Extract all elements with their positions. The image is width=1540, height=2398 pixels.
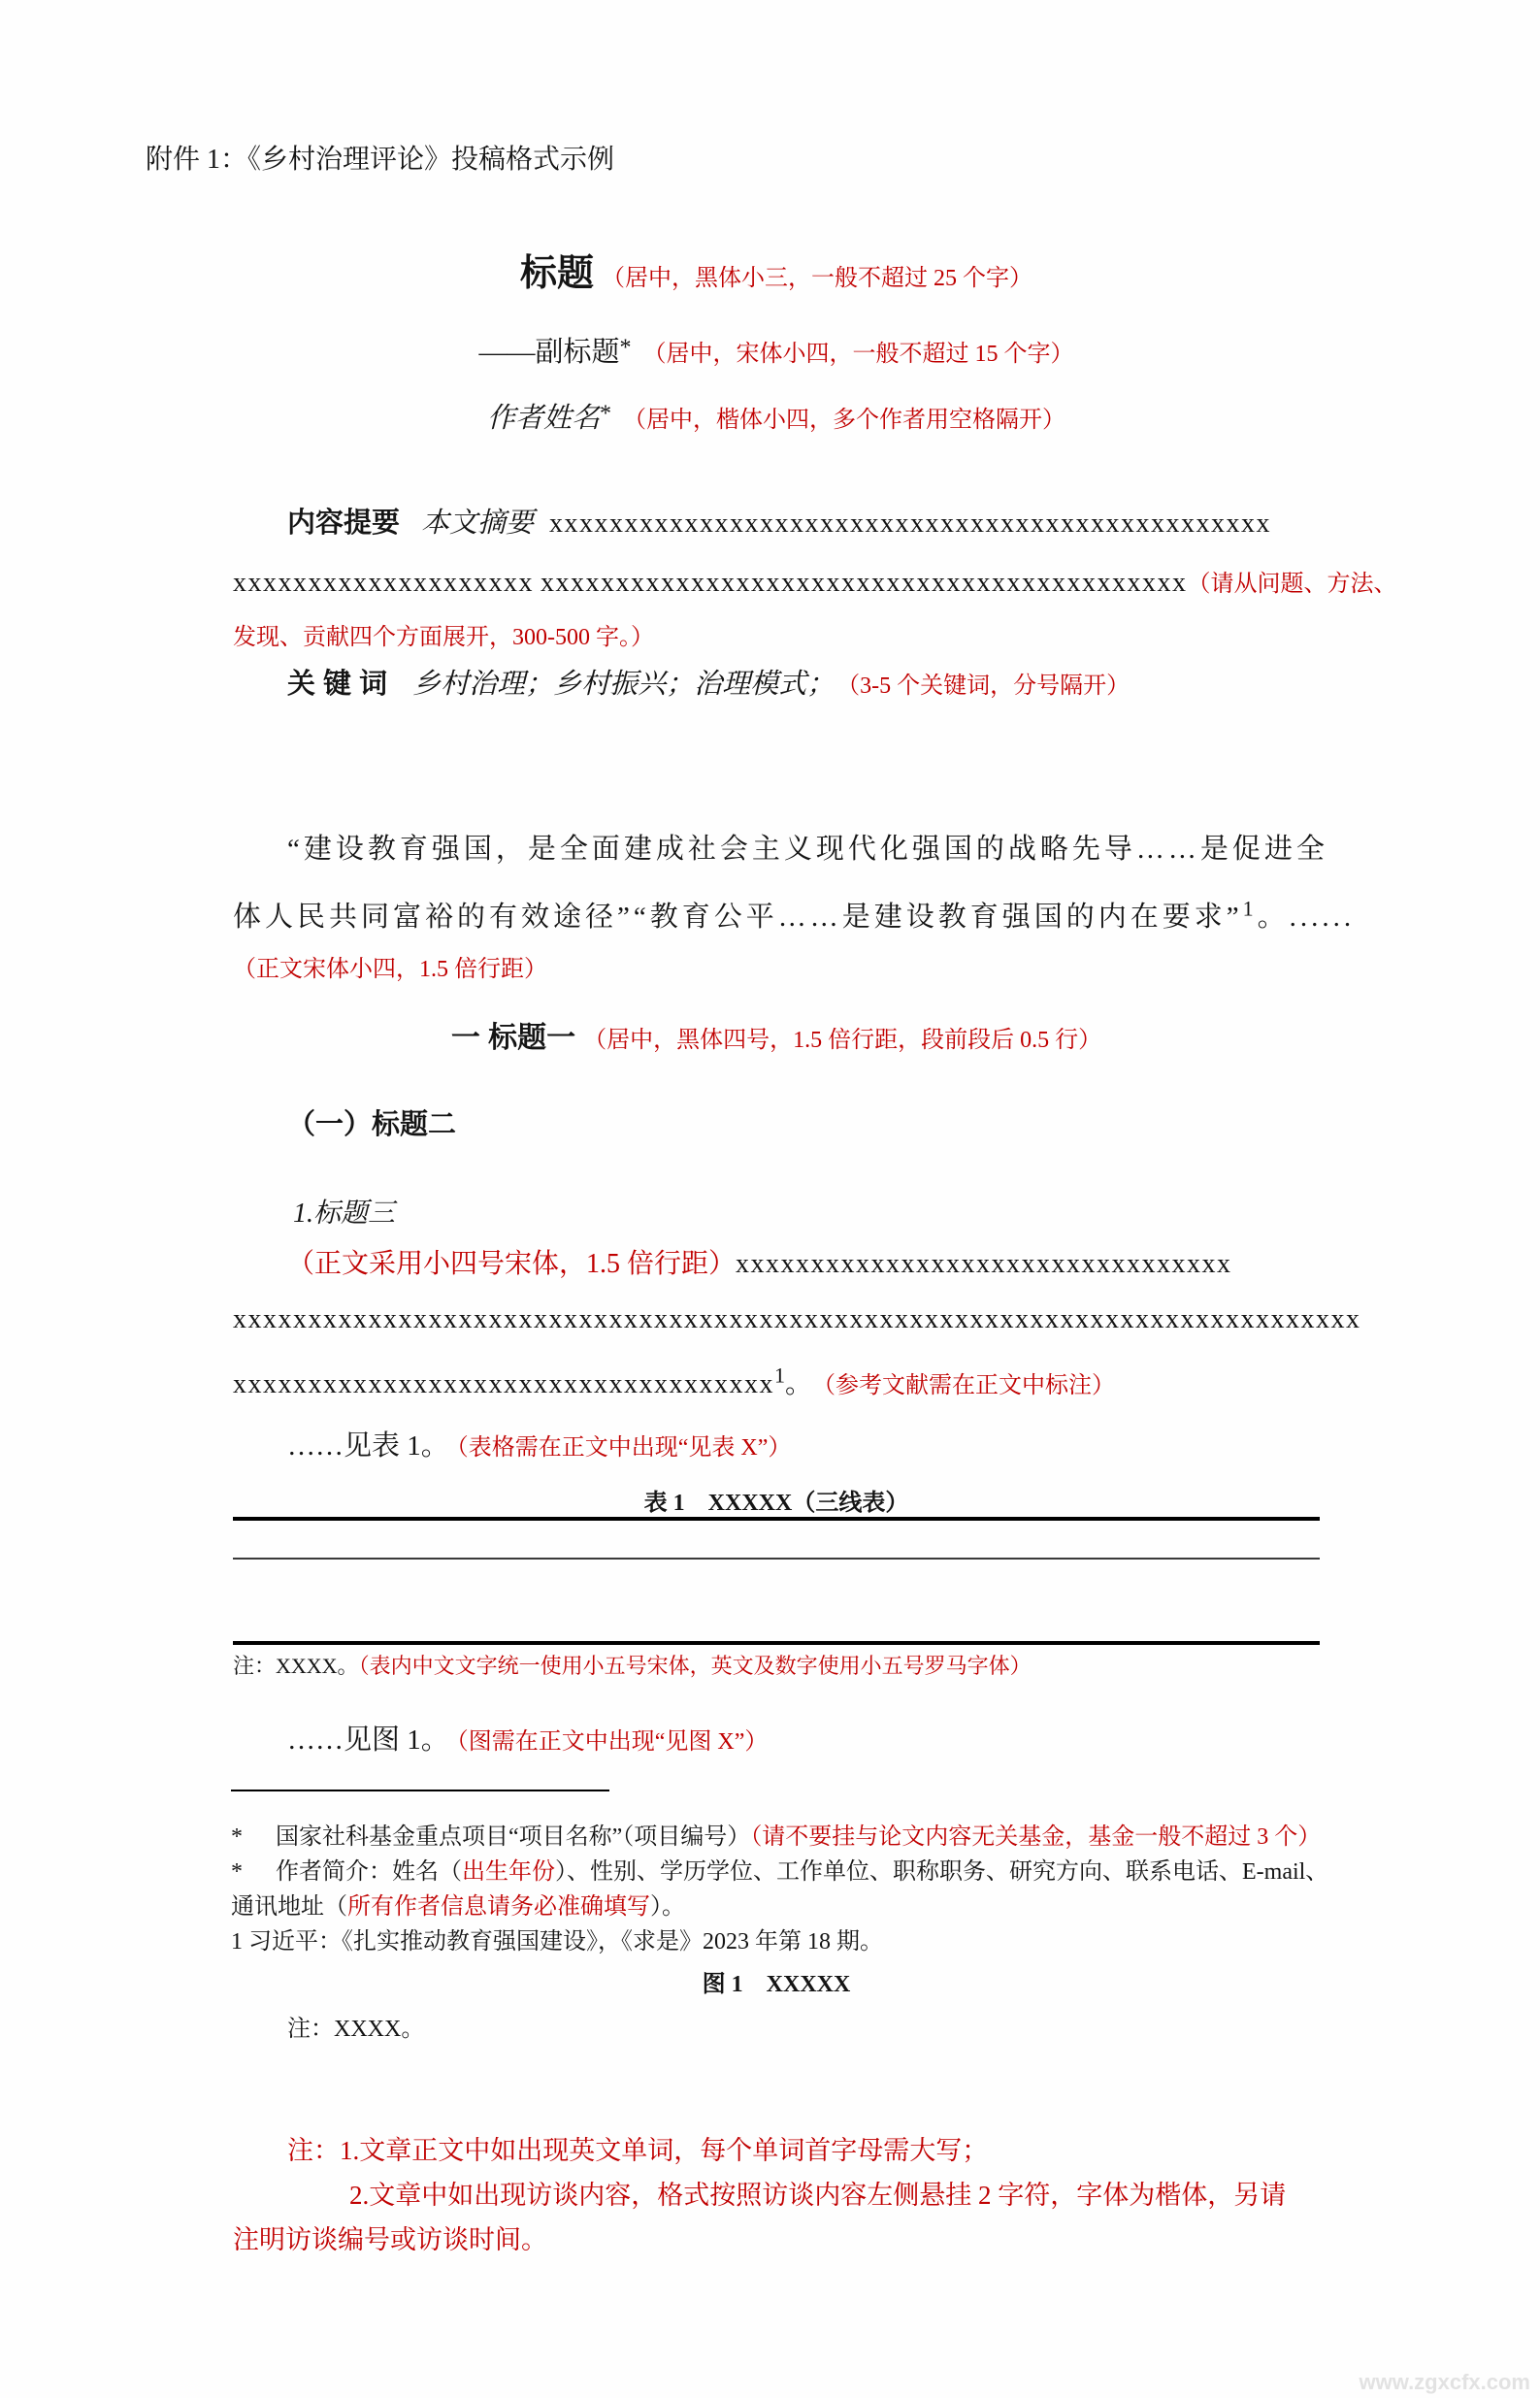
see-figure-text: ……见图 1。	[287, 1725, 449, 1756]
footnote-2-text-a: 作者简介：姓名（	[276, 1859, 462, 1885]
abstract-line-2	[233, 564, 1397, 599]
see-table-note: （表格需在正文中出现“见表 X”）	[456, 1435, 792, 1461]
footnote-2-text-d: ）。	[650, 1894, 685, 1920]
author-name: 作者姓名	[486, 403, 600, 434]
table-header-row	[233, 1521, 1320, 1560]
footnote-2-text-b: ）、性别、学历学位、工作单位、职称职务、研究方向、联系电话、E-mail、	[555, 1859, 1329, 1885]
author-asterisk: *	[600, 401, 611, 427]
keywords-line	[233, 662, 1130, 702]
attachment-header: 附件 1：《乡村治理评论》投稿格式示例	[146, 145, 615, 175]
reference-note: （参考文献需在正文中标注）	[824, 1373, 1116, 1398]
keywords-note: （3-5 个关键词，分号隔开）	[848, 673, 1130, 699]
subtitle-format-note: （居中，宋体小四，一般不超过 15 个字）	[642, 342, 1074, 367]
abstract-placeholder-run-1: xxxxxxxxxxxxxxxxxxxxxxxxxxxxxxxxxxxxxxxxxxxxxxxx	[549, 509, 1272, 539]
site-watermark: www.zgxcfx.com	[1359, 2370, 1530, 2394]
body-format-note: （正文宋体小四，1.5 倍行距）	[233, 957, 547, 982]
quote-line-2-tail: 。......	[1257, 902, 1356, 933]
footnote-1-marker: *	[231, 1824, 243, 1850]
bottom-note-line-2: 2.文章中如出现访谈内容，格式按照访谈内容左侧悬挂 2 字符，字体为楷体，另请	[349, 2181, 1287, 2210]
subtitle-asterisk: *	[619, 335, 632, 361]
article-title: 标题	[519, 253, 594, 294]
see-figure-line	[233, 1718, 768, 1757]
footnote-1	[231, 1817, 1321, 1851]
heading-1: 一 标题一	[450, 1022, 576, 1054]
heading-3: 1.标题三	[293, 1199, 396, 1229]
heading-2: （一）标题二	[287, 1109, 457, 1140]
quote-line-2	[233, 895, 1355, 935]
body-line-3	[233, 1363, 1115, 1401]
see-table-line	[233, 1424, 791, 1463]
keywords-terms: 乡村治理；乡村振兴；治理模式；	[412, 669, 836, 700]
footnote-separator	[231, 1790, 609, 1791]
abstract-placeholder-run-2b: xxxxxxxxxxxxxxxxxxxxxxxxxxxxxxxxxxxxxxxxxxx	[541, 568, 1188, 598]
body-placeholder-run-2: xxxxxxxxxxxxxxxxxxxxxxxxxxxxxxxxxxxxxxxxxxxxxxxxxxxxxxxxxxxxxxxxxxxxxxxxxxx	[233, 1304, 1361, 1334]
see-table-text: ……见表 1。	[287, 1430, 449, 1462]
body-line-3-tail: 。	[785, 1369, 813, 1399]
author-format-note: （居中，楷体小四，多个作者用空格隔开）	[623, 408, 1065, 433]
table-body-row	[233, 1560, 1320, 1641]
figure-note: 注：XXXX。	[287, 2017, 425, 2042]
abstract-lead: 本文摘要	[421, 508, 535, 539]
quote-line-1: “建设教育强国，是全面建成社会主义现代化强国的战略先导……是促进全	[287, 834, 1328, 865]
body-placeholder-run-1: xxxxxxxxxxxxxxxxxxxxxxxxxxxxxxxxx	[736, 1249, 1232, 1279]
figure-caption: 图 1 XXXXX	[702, 1972, 851, 1997]
keywords-label: 关 键 词	[287, 669, 388, 700]
footnote-1-text: 国家社科基金重点项目“项目名称”（项目编号）	[276, 1824, 751, 1850]
footnote-3: 1 习近平：《扎实推动教育强国建设》，《求是》2023 年第 18 期。	[231, 1929, 883, 1955]
abstract-note-part-2: 发现、贡献四个方面展开，300-500 字。）	[233, 625, 654, 650]
quote-line-2-text: 体人民共同富裕的有效途径”“教育公平……是建设教育强国的内在要求”	[233, 902, 1243, 933]
body-placeholder-run-3: xxxxxxxxxxxxxxxxxxxxxxxxxxxxxxxxxxxx	[233, 1369, 774, 1399]
body-lead-note: （正文采用小四号宋体，1.5 倍行距）	[287, 1249, 737, 1279]
abstract-line-1	[233, 501, 1271, 541]
body-line-1	[233, 1242, 1232, 1281]
table-caption: 表 1 XXXXX（三线表）	[643, 1491, 909, 1516]
body-footnote-ref: 1	[774, 1363, 785, 1388]
footnote-1-red: （请不要挂与论文内容无关基金，基金一般不超过 3 个）	[750, 1824, 1322, 1850]
table-note-red: （表内中文文字统一使用小五号宋体，英文及数字使用小五号罗马字体）	[358, 1654, 1032, 1678]
bottom-note-line-3: 注明访谈编号或访谈时间。	[233, 2225, 547, 2254]
table-note-line	[233, 1650, 1032, 1680]
subtitle-line	[233, 330, 1320, 370]
author-line	[233, 396, 1320, 436]
footnote-2-line-2	[231, 1887, 685, 1921]
table-note-label: 注：XXXX。	[233, 1654, 359, 1678]
abstract-placeholder-run-2a: xxxxxxxxxxxxxxxxxxxx	[233, 568, 534, 598]
see-figure-note: （图需在正文中出现“见图 X”）	[456, 1729, 769, 1755]
article-subtitle: ——副标题	[478, 337, 620, 368]
title-line	[233, 243, 1320, 296]
title-format-note: （居中，黑体小三，一般不超过 25 个字）	[602, 266, 1032, 291]
bottom-note-line-1: 注：1.文章正文中如出现英文单词，每个单词首字母需大写；	[287, 2136, 989, 2165]
footnote-2-red-accuracy: 所有作者信息请务必准确填写	[347, 1894, 650, 1920]
footnote-2-text-c: 通讯地址（	[231, 1894, 347, 1920]
abstract-label: 内容提要	[287, 508, 401, 539]
heading-1-note: （居中，黑体四号，1.5 倍行距，段前段后 0.5 行）	[583, 1028, 1102, 1053]
heading-1-line	[233, 1013, 1320, 1056]
abstract-note-part-1: （请从问题、方法、	[1187, 572, 1397, 597]
three-line-table	[233, 1517, 1320, 1645]
quote-footnote-ref: 1	[1242, 896, 1258, 921]
footnote-2-marker: *	[231, 1859, 243, 1885]
footnote-2-line-1	[231, 1852, 1328, 1886]
footnote-2-red-birth-year: 出生年份	[462, 1859, 555, 1885]
